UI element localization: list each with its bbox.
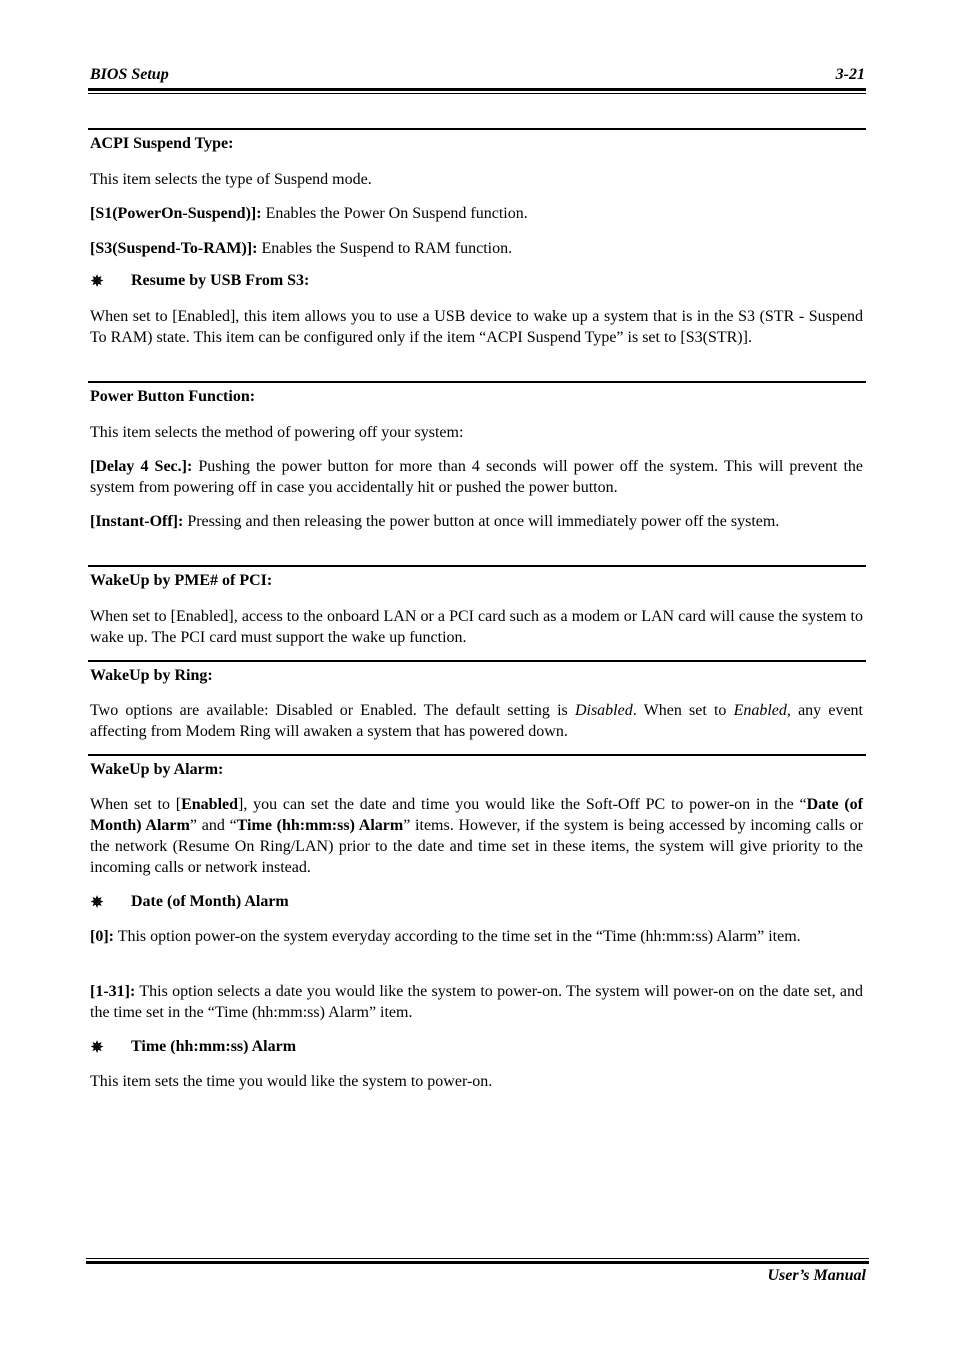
option-s1 — [90, 203, 863, 224]
option-text: Enables the Suspend to RAM function. — [257, 240, 513, 257]
option-text: Pushing the power button for more than 4 seconds will power off the system. This will prevent the system from powering off in case you accidentally hit or pushed the power button. — [90, 458, 864, 496]
section-title-pme: WakeUp by PME# of PCI: — [90, 572, 273, 589]
sub-item-resume-usb — [90, 272, 310, 291]
paragraph: This item sets the time you would like the system to power-on. — [90, 1073, 493, 1090]
sub-item-title: Date (of Month) Alarm — [131, 893, 289, 910]
section-divider — [88, 565, 866, 567]
bold-value: Time (hh:mm:ss) Alarm — [236, 817, 404, 834]
text-run: ” and “ — [189, 817, 237, 834]
footer-title: User’s Manual — [767, 1267, 866, 1284]
section-title-ring: WakeUp by Ring: — [90, 667, 213, 684]
paragraph: This item selects the method of powering off your system: — [90, 424, 464, 441]
paragraph: This item selects the type of Suspend mode. — [90, 171, 372, 188]
sub-item-time-alarm — [90, 1038, 297, 1057]
paragraph: When set to [Enabled], this item allows you to use a USB device to wake up a system that is in the S3 (STR - Suspend To RAM) state. This item can be configured only if the item “ACPI Suspend Type” is set to [S3(STR)]. — [90, 308, 863, 346]
option-1-31 — [90, 981, 863, 1023]
section-title-alarm: WakeUp by Alarm: — [90, 761, 224, 778]
section-title-power: Power Button Function: — [90, 388, 256, 405]
page-number: 3-21 — [835, 66, 865, 83]
header-rule-thin — [88, 93, 866, 94]
option-label: [S1(PowerOn-Suspend)]: — [90, 205, 262, 222]
text-run: Two options are available: Disabled or Enabled. The default setting is — [90, 702, 575, 719]
text-run: , any event affecting from Modem Ring will awaken a system that has powered down. — [90, 702, 864, 740]
text-run: . When set to — [632, 702, 734, 719]
option-text: Pressing and then releasing the power button at once will immediately power off the system. — [183, 513, 780, 530]
asterisk-bullet-icon: ✵ — [90, 895, 104, 911]
asterisk-bullet-icon: ✵ — [90, 274, 104, 290]
option-label: [Instant-Off]: — [90, 513, 184, 530]
option-label: [S3(Suspend-To-RAM)]: — [90, 240, 258, 257]
italic-value: Disabled — [574, 702, 633, 719]
paragraph — [90, 700, 863, 742]
section-divider — [88, 660, 866, 662]
section-divider — [88, 128, 866, 130]
sub-item-date-alarm — [90, 893, 289, 912]
section-divider — [88, 381, 866, 383]
header-rule — [88, 88, 866, 91]
footer-rule-thin — [86, 1258, 869, 1259]
section-divider — [88, 754, 866, 756]
text-run: ” items. However, if the system is being accessed by incoming calls or the network (Resume On Ring/LAN) prior to the date and time set in these items, the system will give priority to the incoming calls or network instead. — [90, 817, 863, 876]
option-label: [0]: — [90, 928, 114, 945]
sub-item-title: Resume by USB From S3: — [131, 272, 310, 289]
asterisk-bullet-icon: ✵ — [90, 1040, 104, 1056]
footer-rule — [86, 1261, 869, 1264]
paragraph: When set to [Enabled], access to the onboard LAN or a PCI card such as a modem or LAN card will cause the system to wake up. The PCI card must support the wake up function. — [90, 608, 863, 646]
text-run: When set to [ — [90, 796, 182, 813]
paragraph — [90, 794, 863, 878]
option-delay — [90, 456, 863, 498]
option-label: [Delay 4 Sec.]: — [90, 458, 193, 475]
option-instant-off — [90, 511, 863, 532]
header-title: BIOS Setup — [90, 66, 169, 83]
italic-value: Enabled — [733, 702, 787, 719]
option-text: This option power-on the system everyday according to the time set in the “Time (hh:mm:ss) Alarm” item. — [113, 928, 801, 945]
text-run: ], you can set the date and time you would like the Soft-Off PC to power-on in the “ — [238, 796, 807, 813]
bold-value: Enabled — [181, 796, 239, 813]
option-zero — [90, 926, 863, 947]
bold-value: Date (of Month) Alarm — [90, 796, 864, 834]
section-title-acpi: ACPI Suspend Type: — [90, 135, 234, 152]
option-s3 — [90, 238, 863, 259]
option-text: Enables the Power On Suspend function. — [261, 205, 528, 222]
sub-item-title: Time (hh:mm:ss) Alarm — [131, 1038, 297, 1055]
option-label: [1-31]: — [90, 983, 136, 1000]
option-text: This option selects a date you would like the system to power-on. The system will power-on on the date set, and the time set in the “Time (hh:mm:ss) Alarm” item. — [90, 983, 863, 1021]
